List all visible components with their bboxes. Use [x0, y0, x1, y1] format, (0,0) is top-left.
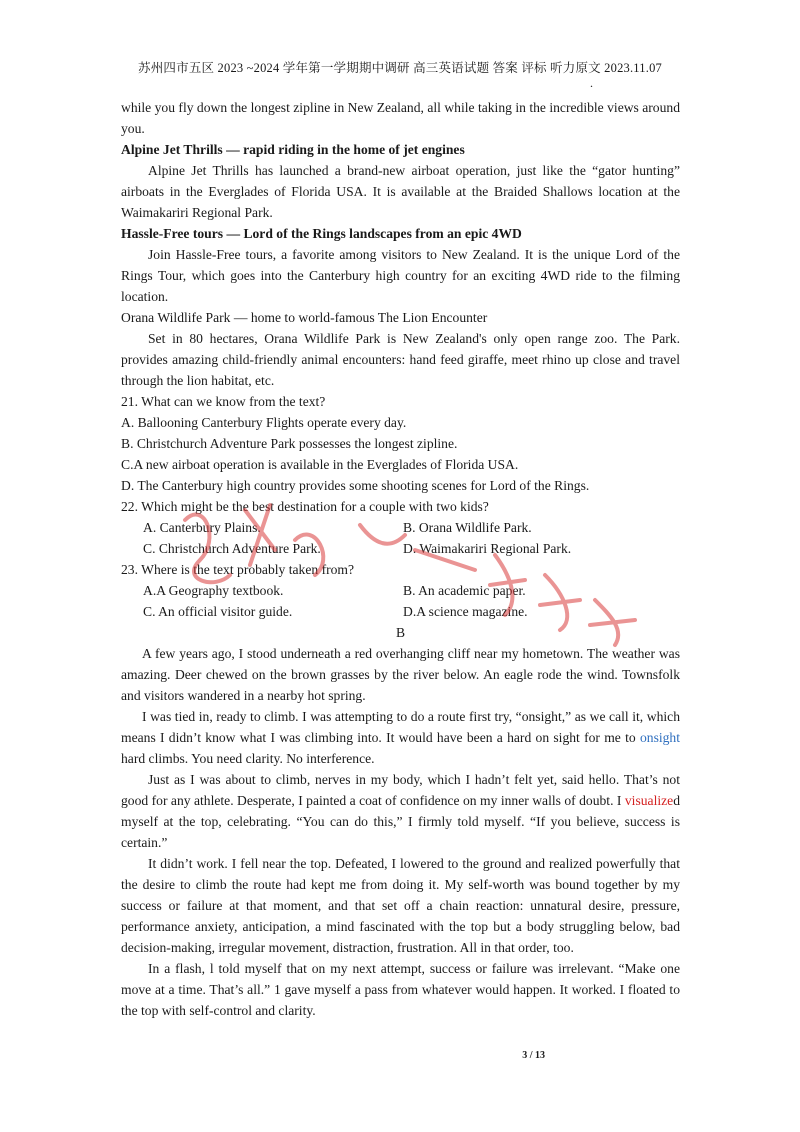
- question-21: 21. What can we know from the text?: [121, 394, 326, 409]
- passage-b-paragraph-3-end: d myself at the top, celebrating. “You can do this,” I firmly told myself. “If you believe, success is certain.”: [121, 793, 680, 850]
- question-22-option-d: D. Waimakariri Regional Park.: [403, 541, 572, 556]
- passage-a-paragraph-1: Alpine Jet Thrills has launched a brand-new airboat operation, just like the “gator hunting” airboats in the Everglades of Florida USA. It is available at the Braided Shallows location at the Waimakariri Regional Park.: [121, 163, 680, 220]
- passage-b-label: B: [395, 625, 406, 640]
- question-21-option-a: A. Ballooning Canterbury Flights operate every day.: [121, 415, 407, 430]
- passage-b-paragraph-5: In a flash, l told myself that on my next attempt, success or failure was irrelevant. “Make one move at a time. That’s all.” 1 gave myself a pass from whatever would happen. It worked. I floated to the top with self-control and clarity.: [121, 961, 680, 1018]
- question-23-option-b: B. An academic paper.: [403, 583, 526, 598]
- question-22-options-row-1: [143, 517, 680, 538]
- question-22-option-a: A. Canterbury Plains.: [143, 520, 261, 535]
- question-23-option-c: C. An official visitor guide.: [143, 604, 293, 619]
- question-22: 22. Which might be the best destination for a couple with two kids?: [121, 499, 489, 514]
- passage-a-paragraph-0: while you fly down the longest zipline in New Zealand, all while taking in the incredible views around you.: [121, 100, 680, 136]
- section-heading-alpine-jet: Alpine Jet Thrills — rapid riding in the home of jet engines: [121, 142, 465, 157]
- passage-b-paragraph-2-text: I was tied in, ready to climb. I was attempting to do a route first try, “onsight,” as we call it, which means I didn’t know what I was climbing into. It would have been a hard on sight for me to: [121, 709, 680, 745]
- passage-a-paragraph-3: Set in 80 hectares, Orana Wildlife Park is New Zealand's only open range zoo. The Park. provides amazing child-friendly animal encounters: hand feed giraffe, meet rhino up close and travel through the lion habitat, etc.: [121, 331, 680, 388]
- passage-b-paragraph-3-start: Just as I was about to climb, nerves in my body, which I hadn’t felt yet, said hello. That’s not good for any athlete. Desperate, I painted a coat of confidence on my inner walls of doubt. I: [121, 772, 680, 808]
- question-22-option-c: C. Christchurch Adventure Park.: [143, 541, 321, 556]
- passage-b-paragraph-4: It didn’t work. I fell near the top. Defeated, I lowered to the ground and realized powerfully that the desire to climb the route had kept me from doing it. My self-worth was bound together by my success or failure at that moment, and that set off a chain reaction: unnatural desire, pressure, performance anxiety, anticipation, a mind fascinated with the top but a body struggling below, bad decision-making, irregular movement, distraction, frustration. All in that order, too.: [121, 856, 680, 955]
- question-23-option-d: D.A science magazine.: [403, 604, 528, 619]
- onsight-link[interactable]: onsight: [639, 730, 680, 745]
- section-heading-hassle-free: Hassle-Free tours — Lord of the Rings landscapes from an epic 4WD: [121, 226, 522, 241]
- passage-b-paragraph-3: [121, 769, 680, 853]
- question-23-options-row-2: [143, 601, 680, 622]
- passage-b-paragraph-2-tail: hard climbs. You need clarity. No interference.: [121, 751, 375, 766]
- passage-a-paragraph-2: Join Hassle-Free tours, a favorite among visitors to New Zealand. It is the unique Lord of the Rings Tour, which goes into the Canterbury high country for an exciting 4WD ride to the filming location.: [121, 247, 680, 304]
- visualize-highlight: visualize: [624, 793, 674, 808]
- question-22-option-b: B. Orana Wildlife Park.: [403, 520, 532, 535]
- passage-b-paragraph-2: [121, 706, 680, 769]
- question-21-option-b: B. Christchurch Adventure Park possesses the longest zipline.: [121, 436, 458, 451]
- passage-b-paragraph-1: A few years ago, I stood underneath a red overhanging cliff near my hometown. The weather was amazing. Deer chewed on the brown grasses by the river below. An eagle rode the wind. Townsfolk and visitors wandered in a nearby hot spring.: [121, 646, 680, 703]
- question-21-option-c: C.A new airboat operation is available in the Everglades of Florida USA.: [121, 457, 519, 472]
- question-21-option-d: D. The Canterbury high country provides some shooting scenes for Lord of the Rings.: [121, 478, 590, 493]
- question-23-options-row-1: [143, 580, 680, 601]
- header-dot: .: [590, 76, 593, 90]
- question-23-option-a: A.A Geography textbook.: [143, 583, 284, 598]
- section-heading-orana: Orana Wildlife Park — home to world-famous The Lion Encounter: [121, 310, 488, 325]
- question-22-options-row-2: [143, 538, 680, 559]
- page-content: [121, 97, 680, 1021]
- page-number: 3 / 13: [522, 1050, 545, 1061]
- page-header: 苏州四市五区 2023 ~2024 学年第一学期期中调研 高三英语试题 答案 评标 听力原文 2023.11.07: [138, 61, 662, 75]
- question-23: 23. Where is the text probably taken from?: [121, 562, 355, 577]
